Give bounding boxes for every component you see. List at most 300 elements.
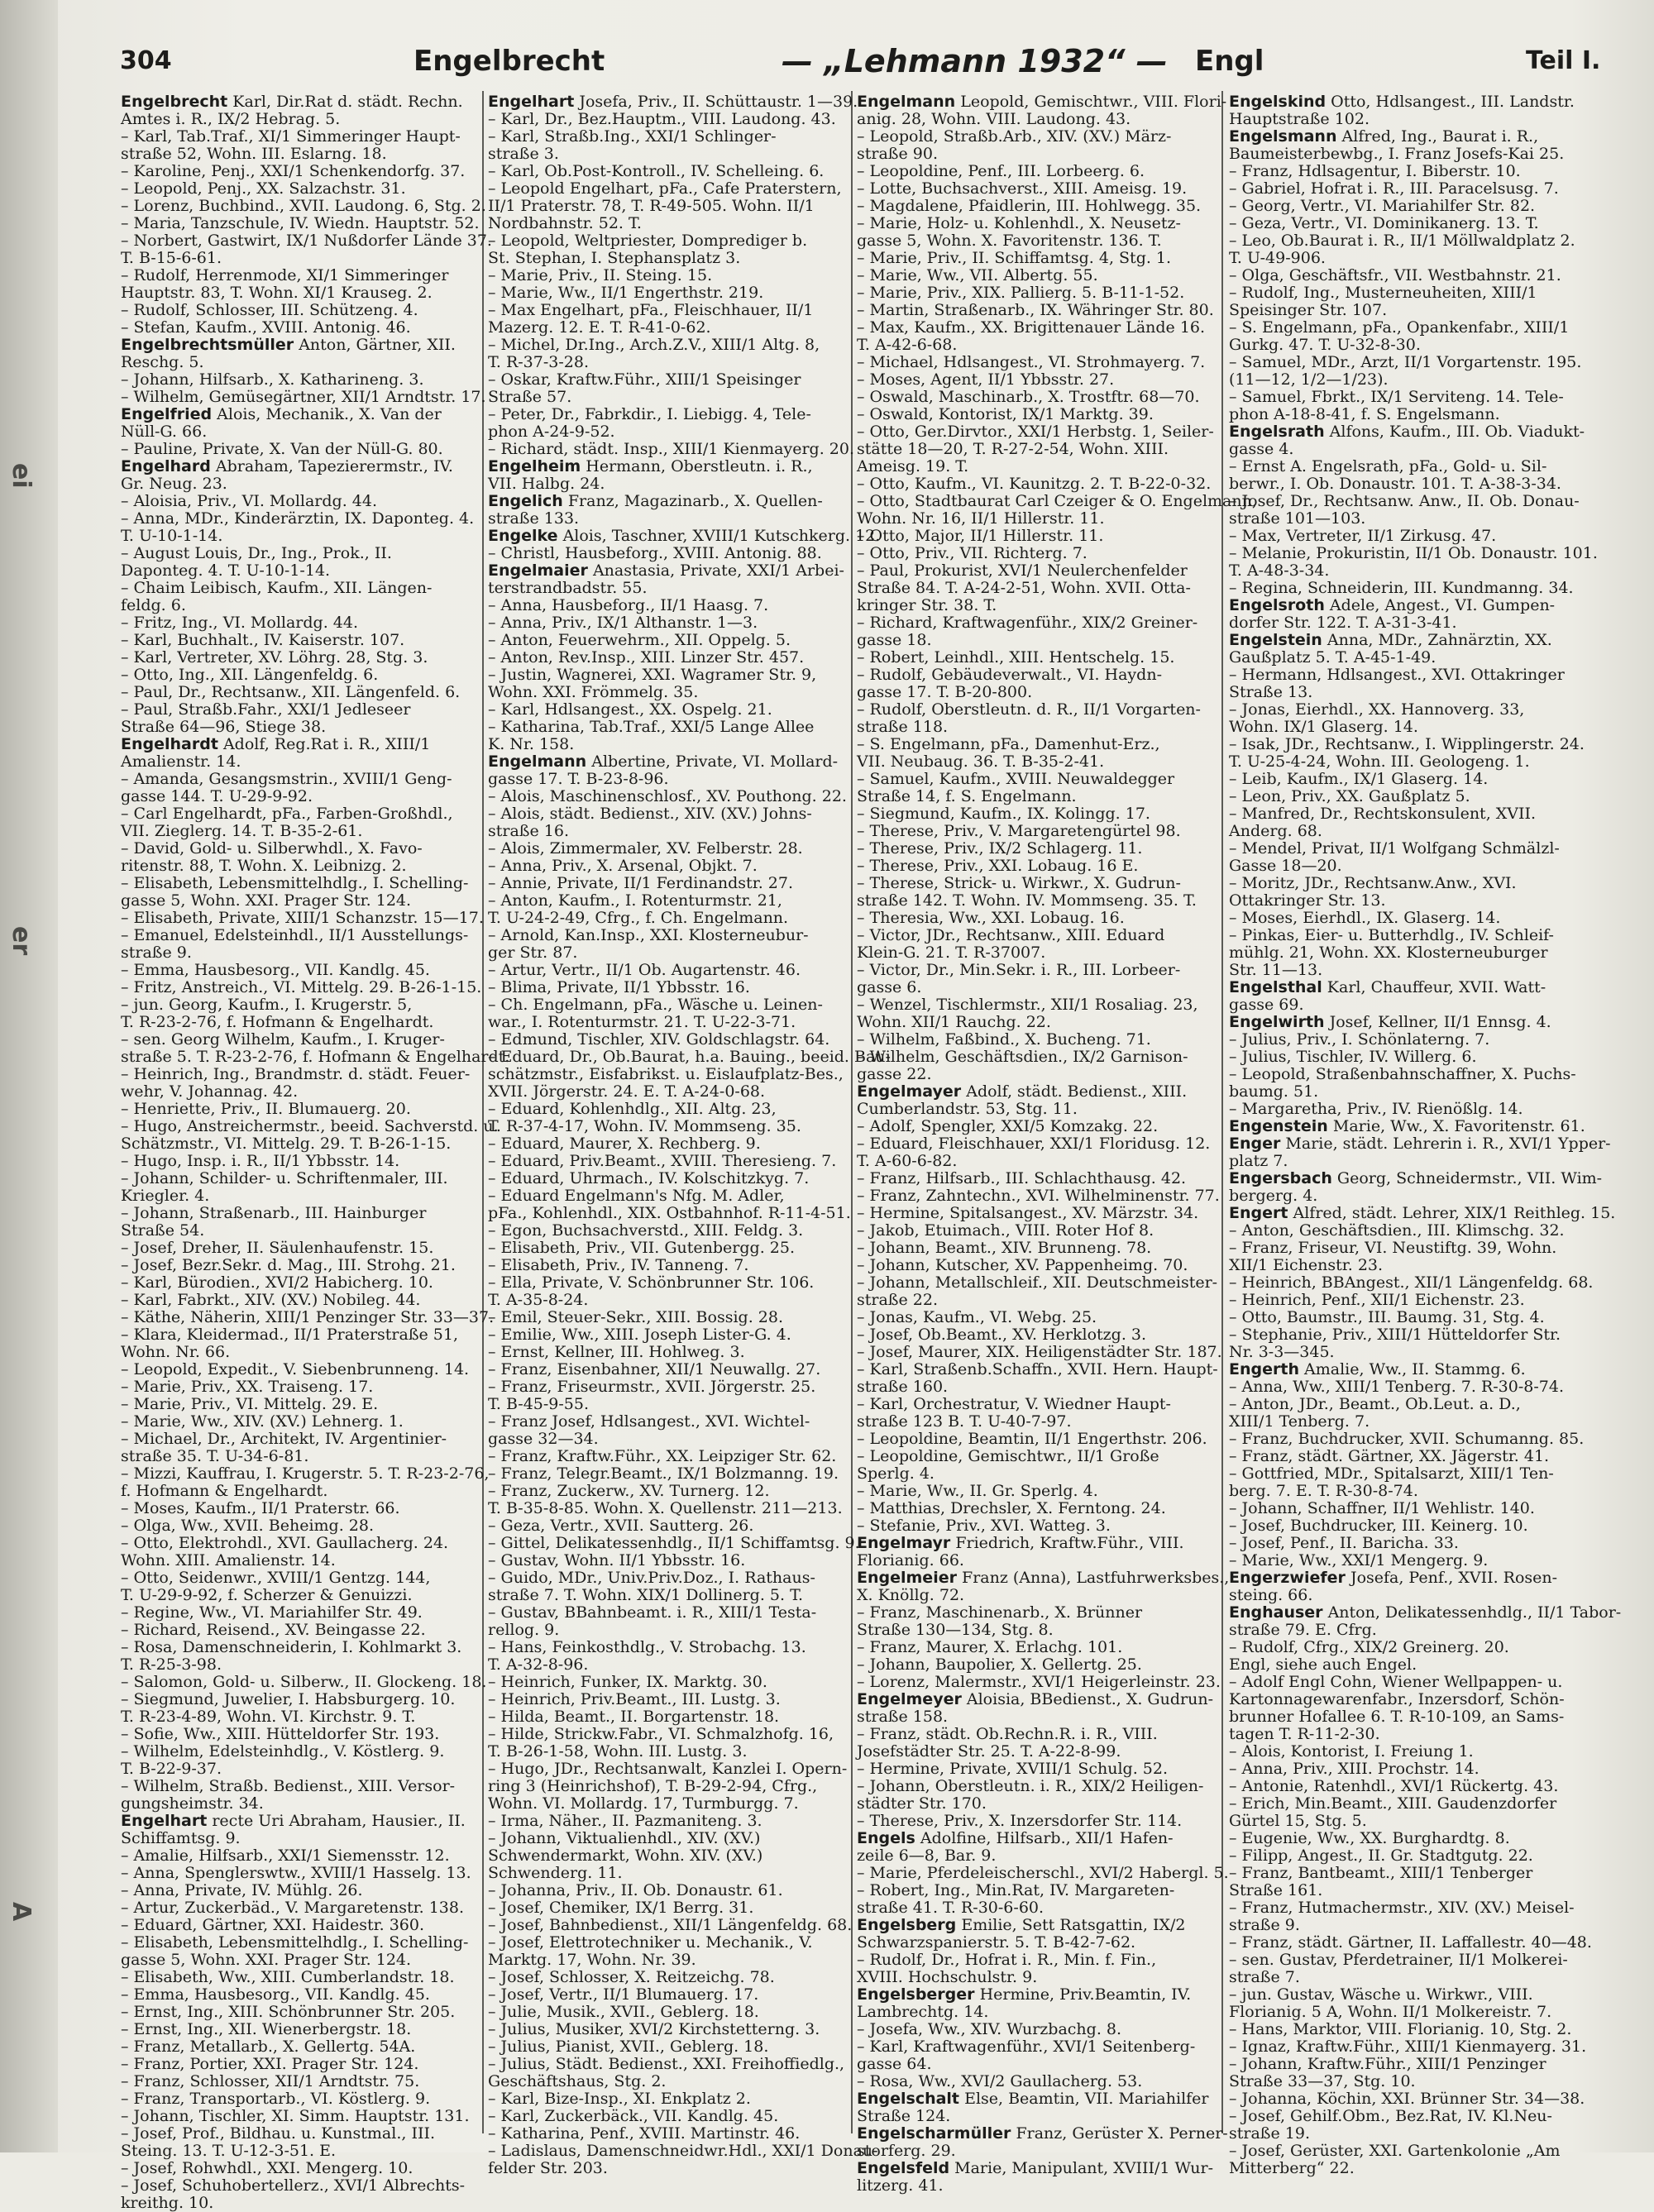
directory-line: – Leopold, Weltpriester, Domprediger b.	[488, 232, 808, 250]
directory-line: – Josef, Prof., Bildhau. u. Kunstmal., III.	[121, 2124, 436, 2143]
margin-fragment: A	[7, 1902, 36, 1922]
directory-line: gasse 5, Wohn. XXI. Prager Str. 124.	[121, 1951, 412, 1969]
directory-line: – Wilhelm, Geschäftsdien., IX/2 Garnison-	[857, 1048, 1188, 1066]
margin-fragment: er	[7, 926, 36, 956]
directory-line: T. R-37-3-28.	[488, 353, 590, 371]
directory-line: – Pinkas, Eier- u. Butterhdlg., IV. Schleif-	[1229, 926, 1554, 944]
directory-line: Cumberlandstr. 53, Stg. 11.	[857, 1100, 1078, 1118]
directory-line: – Karl, Vertreter, XV. Löhrg. 28, Stg. 3.	[121, 648, 428, 666]
directory-line: – jun. Gustav, Wäsche u. Wirkwr., VIII.	[1229, 1985, 1533, 2004]
directory-line: – jun. Georg, Kaufm., I. Krugerstr. 5,	[121, 996, 413, 1014]
directory-line: – Siegmund, Kaufm., IX. Kolingg. 17.	[857, 805, 1150, 823]
directory-line: Gr. Neug. 23.	[121, 475, 227, 493]
directory-line: – Julius, Pianist, XVII., Geblerg. 18.	[488, 2038, 769, 2056]
directory-line: – Egon, Buchsachverstd., XIII. Feldg. 3.	[488, 1221, 804, 1240]
directory-line: Sperlg. 4.	[857, 1464, 935, 1483]
directory-line: – Käthe, Näherin, XIII/1 Penzinger Str. 33—37.	[121, 1308, 495, 1326]
directory-line: – Heinrich, Funker, IX. Marktg. 30.	[488, 1673, 767, 1691]
directory-line: war., I. Rotenturmstr. 21. T. U-22-3-71.	[488, 1013, 796, 1031]
surname-heading: Engelscharmüller	[857, 2124, 1011, 2143]
directory-line: T. A-32-8-96.	[488, 1655, 589, 1674]
directory-line: – Katharina, Penf., XVIII. Martinstr. 46.	[488, 2124, 801, 2143]
directory-line: – Otto, Seidenwr., XVIII/1 Gentzg. 144,	[121, 1569, 431, 1587]
directory-line: – Max Engelhart, pFa., Fleischhauer, II/1	[488, 301, 814, 319]
directory-line: – Salomon, Gold- u. Silberw., II. Glockeng. 18.	[121, 1673, 487, 1691]
directory-line: Wohn. Nr. 66.	[121, 1343, 231, 1361]
directory-line: Wohn. IX/1 Glaserg. 14.	[1229, 718, 1418, 736]
directory-line: Speisinger Str. 107.	[1229, 301, 1388, 319]
directory-line: – Georg, Vertr., VI. Mariahilfer Str. 82.	[1229, 197, 1536, 215]
margin-fragment: ei	[7, 463, 36, 489]
directory-line: – Klara, Kleidermad., II/1 Praterstraße 51,	[121, 1326, 459, 1344]
directory-line: – Amanda, Gesangsmstrin., XVIII/1 Geng-	[121, 770, 452, 788]
directory-line: – Ch. Engelmann, pFa., Wäsche u. Leinen-	[488, 996, 823, 1014]
directory-line: straße 9.	[1229, 1916, 1300, 1934]
directory-line: – Johann, Beamt., XIV. Brunneng. 78.	[857, 1239, 1152, 1257]
directory-line: – Theresia, Ww., XXI. Lobaug. 16.	[857, 909, 1125, 927]
directory-line: – Geza, Vertr., XVII. Sautterg. 26.	[488, 1517, 754, 1535]
directory-line: ring 3 (Heinrichshof), T. B-29-2-94, Cfrg.,	[488, 1777, 818, 1795]
directory-line: brunner Hofallee 6. T. R-10-109, an Sams-	[1229, 1708, 1565, 1726]
directory-line: – Marie, Ww., XXI/1 Mengerg. 9.	[1229, 1551, 1489, 1569]
directory-line: – Leopoldine, Beamtin, II/1 Engerthstr. 206.	[857, 1430, 1207, 1448]
directory-line: – Gottfried, MDr., Spitalsarzt, XIII/1 Ten-	[1229, 1464, 1554, 1483]
directory-line: straße 123 B. T. U-40-7-97.	[857, 1412, 1072, 1431]
directory-line: straße 90.	[857, 145, 938, 163]
directory-line: – Therese, Priv., IX/2 Schlagerg. 11.	[857, 839, 1143, 858]
surname-heading: Engelsberg	[857, 1916, 957, 1934]
surname-entry: Enger Marie, städt. Lehrerin i. R., XVI/1 Ypper-	[1229, 1135, 1611, 1153]
directory-line: – Antonie, Ratenhdl., XVI/1 Rückertg. 43.	[1229, 1777, 1559, 1795]
directory-line: Anderg. 68.	[1229, 822, 1322, 840]
directory-line: – Anton, Feuerwehrm., XII. Oppelg. 5.	[488, 631, 791, 649]
directory-line: – Gittel, Delikatessenhdlg., II/1 Schiffamtsg. 9.	[488, 1534, 860, 1552]
directory-line: kreithg. 10.	[121, 2194, 214, 2212]
directory-line: Nüll-G. 66.	[121, 423, 208, 441]
directory-line: Straße 13.	[1229, 683, 1313, 701]
directory-line: – Marie, Ww., VII. Albertg. 55.	[857, 266, 1098, 284]
directory-line: – Samuel, Kaufm., XVIII. Neuwaldegger	[857, 770, 1175, 788]
directory-line: – Hermine, Private, XVIII/1 Schulg. 52.	[857, 1760, 1169, 1778]
directory-line: – Karl, Straßb.Ing., XXI/1 Schlinger-	[488, 127, 777, 146]
directory-line: Wohn. VI. Mollardg. 17, Turmburgg. 7.	[488, 1794, 799, 1813]
directory-line: – Pauline, Private, X. Van der Nüll-G. 80.	[121, 440, 443, 458]
directory-line: – Franz, Metallarb., X. Gellertg. 54A.	[121, 2038, 416, 2056]
surname-entry: Engerzwiefer Josefa, Penf., XVII. Rosen-	[1229, 1569, 1558, 1587]
directory-line: – Leopold, Expedit., V. Siebenbrunneng. 14.	[121, 1360, 470, 1378]
directory-line: – Elisabeth, Lebensmittelhdlg., I. Schelling-	[121, 1933, 469, 1952]
directory-line: – Franz, städt. Gärtner, II. Laffallestr. 40—48.	[1229, 1933, 1592, 1952]
directory-line: – Michael, Dr., Architekt, IV. Argentinier-	[121, 1430, 447, 1448]
directory-line: – Anna, Priv., X. Arsenal, Objkt. 7.	[488, 857, 758, 875]
directory-line: VII. Neubaug. 36. T. B-35-2-41.	[857, 752, 1105, 771]
directory-line: gasse 17. T. B-20-800.	[857, 683, 1033, 701]
directory-line: – Franz, Hdlsagentur, I. Biberstr. 10.	[1229, 162, 1521, 180]
directory-line: – August Louis, Dr., Ing., Prok., II.	[121, 544, 392, 562]
directory-line: T. A-60-6-82.	[857, 1152, 958, 1170]
directory-line: – Richard, Reisend., XV. Beingasse 22.	[121, 1621, 426, 1639]
directory-line: – Elisabeth, Priv., IV. Tanneng. 7.	[488, 1256, 749, 1274]
directory-line: – Heinrich, Ing., Brandmstr. d. städt. Feuer-	[121, 1065, 471, 1083]
directory-line: – Eduard, Kohlenhdlg., XII. Altg. 23,	[488, 1100, 777, 1118]
surname-heading: Engelsroth	[1229, 596, 1325, 614]
directory-line: Straße 64—96, Stiege 38.	[121, 718, 327, 736]
directory-line: – Adolf Engl Cohn, Wiener Wellpappen- u.	[1229, 1673, 1563, 1691]
directory-line: Straße 124.	[857, 2107, 951, 2125]
surname-entry: Engelich Franz, Magazinarb., X. Quellen-	[488, 492, 823, 510]
surname-entry: Engelheim Hermann, Oberstleutn. i. R.,	[488, 457, 813, 475]
directory-line: – Leo, Ob.Baurat i. R., II/1 Möllwaldplatz 2.	[1229, 232, 1575, 250]
directory-line: T. R-23-2-76, f. Hofmann & Engelhardt.	[121, 1013, 434, 1031]
directory-line: – Henriette, Priv., II. Blumauerg. 20.	[121, 1100, 411, 1118]
directory-line: – Anna, Ww., XIII/1 Tenberg. 7. R-30-8-74.	[1229, 1378, 1564, 1396]
directory-line: straße 133.	[488, 509, 580, 528]
directory-line: T. U-49-906.	[1229, 249, 1326, 267]
directory-line: – Josef, Elettrotechniker u. Mechanik., V.	[488, 1933, 813, 1952]
directory-line: – Heinrich, BBAngest., XII/1 Längenfeldg. 68.	[1229, 1273, 1594, 1292]
directory-line: XVIII. Hochschulstr. 9.	[857, 1968, 1038, 1986]
surname-heading: Engelmann	[488, 752, 587, 771]
directory-line: – Ernst, Kellner, III. Hohlweg. 3.	[488, 1343, 745, 1361]
directory-line: – Stefanie, Priv., XVI. Watteg. 3.	[857, 1517, 1111, 1535]
directory-line: – Josef, Dr., Rechtsanw. Anw., II. Ob. Donau-	[1229, 492, 1580, 510]
directory-line: – Karoline, Penj., XXI/1 Schenkendorfg. 37.	[121, 162, 466, 180]
page-number: 304	[120, 46, 172, 75]
directory-line: – Hilde, Strickw.Fabr., VI. Schmalzhofg. 16,	[488, 1725, 834, 1743]
directory-line: Hauptstraße 102.	[1229, 110, 1370, 128]
directory-line: – David, Gold- u. Silberwhdl., X. Favo-	[121, 839, 423, 858]
directory-line: straße 9.	[121, 944, 192, 962]
directory-line: – Rudolf, Ing., Musterneuheiten, XIII/1	[1229, 284, 1537, 302]
directory-line: berg. 7. E. T. R-30-8-74.	[1229, 1482, 1418, 1500]
directory-line: – Moritz, JDr., Rechtsanw.Anw., XVI.	[1229, 874, 1517, 892]
directory-line: Mazerg. 12. E. T. R-41-0-62.	[488, 318, 711, 337]
directory-line: – Moses, Agent, II/1 Ybbsstr. 27.	[857, 370, 1115, 389]
directory-line: Geschäftshaus, Stg. 2.	[488, 2072, 667, 2090]
directory-line: Straße 54.	[121, 1221, 205, 1240]
surname-heading: Engerth	[1229, 1360, 1299, 1378]
directory-line: – Eduard, Dr., Ob.Baurat, h.a. Bauing., beeid. Bau-	[488, 1048, 891, 1066]
directory-line: – Julius, Städt. Bedienst., XXI. Freihoffiedlg.,	[488, 2055, 845, 2073]
directory-line: – Alois, Zimmermaler, XV. Felberstr. 28.	[488, 839, 803, 858]
header-first-entry: Engelbrecht	[414, 45, 605, 78]
directory-line: – Leon, Priv., XX. Gaußplatz 5.	[1229, 787, 1470, 805]
directory-line: – Johann, Kraftw.Führ., XIII/1 Penzinger	[1229, 2055, 1546, 2073]
directory-line: – Hugo, Insp. i. R., II/1 Ybbsstr. 14.	[121, 1152, 400, 1170]
directory-line: – Johann, Straßenarb., III. Hainburger	[121, 1204, 427, 1222]
directory-line: – Victor, Dr., Min.Sekr. i. R., III. Lorbeer-	[857, 961, 1181, 979]
directory-line: – Lorenz, Malermstr., XVI/1 Heigerleinstr. 23.	[857, 1673, 1221, 1691]
directory-line: – Alois, städt. Bedienst., XIV. (XV.) Johns-	[488, 805, 812, 823]
directory-line: – Oswald, Kontorist, IX/1 Marktg. 39.	[857, 405, 1154, 423]
surname-heading: Engenstein	[1229, 1117, 1328, 1135]
directory-line: straße 52, Wohn. III. Eslarng. 18.	[121, 145, 387, 163]
directory-line: f. Hofmann & Engelhardt.	[121, 1482, 328, 1500]
surname-entry: Engert Alfred, städt. Lehrer, XIX/1 Reithleg. 15.	[1229, 1204, 1616, 1222]
directory-line: bergerg. 4.	[1229, 1187, 1318, 1205]
directory-line: – Jonas, Kaufm., VI. Webg. 25.	[857, 1308, 1097, 1326]
directory-line: – Karl, Ob.Post-Kontroll., IV. Schelleing. 6.	[488, 162, 825, 180]
surname-entry: Engels Adolfine, Hilfsarb., XII/1 Hafen-	[857, 1829, 1174, 1847]
directory-line: platz 7.	[1229, 1152, 1288, 1170]
surname-heading: Engelhardt	[121, 735, 218, 753]
directory-line: Straße 33—37, Stg. 10.	[1229, 2072, 1416, 2090]
surname-entry: Engelsberger Hermine, Priv.Beamtin, IV.	[857, 1985, 1192, 2004]
surname-heading: Engelbrecht	[121, 93, 228, 111]
directory-line: gasse 4.	[1229, 440, 1294, 458]
directory-line: – Emilie, Ww., XIII. Joseph Lister-G. 4.	[488, 1326, 791, 1344]
directory-line: – Chaim Leibisch, Kaufm., XII. Längen-	[121, 579, 433, 597]
directory-line: – Josefa, Ww., XIV. Wurzbachg. 8.	[857, 2020, 1122, 2038]
directory-line: straße 158.	[857, 1708, 949, 1726]
surname-entry: Enghauser Anton, Delikatessenhdlg., II/1 Tabor-	[1229, 1603, 1622, 1622]
directory-line: – Johanna, Priv., II. Ob. Donaustr. 61.	[488, 1881, 783, 1899]
directory-line: Schwendermarkt, Wohn. XIV. (XV.)	[488, 1847, 763, 1865]
directory-line: gasse 144. T. U-29-9-92.	[121, 787, 313, 805]
directory-line: – Anna, Priv., IX/1 Althanstr. 1—3.	[488, 614, 758, 632]
directory-line: – Geza, Vertr., VI. Dominikanerg. 13. T.	[1229, 214, 1539, 232]
directory-line: – Victor, JDr., Rechtsanw., XIII. Eduard	[857, 926, 1165, 944]
surname-entry: Engelmeyer Aloisia, BBedienst., X. Gudrun-	[857, 1690, 1213, 1708]
directory-line: XIII/1 Tenberg. 7.	[1229, 1412, 1370, 1431]
surname-heading: Engelfried	[121, 405, 213, 423]
directory-line: gasse 17. T. B-23-8-96.	[488, 770, 669, 788]
surname-heading: Engelmayer	[857, 1082, 962, 1101]
directory-line: steing. 66.	[1229, 1586, 1313, 1604]
directory-line: – Elisabeth, Priv., VII. Gutenbergg. 25.	[488, 1239, 795, 1257]
directory-line: – Michel, Dr.Ing., Arch.Z.V., XIII/1 Altg. 8,	[488, 336, 820, 354]
directory-line: – Filipp, Angest., II. Gr. Stadtgutg. 22.	[1229, 1847, 1533, 1865]
directory-line: – Josef, Schuhobertellerz., XVI/1 Albrechts-	[121, 2176, 466, 2195]
directory-line: straße 79. E. Cfrg.	[1229, 1621, 1377, 1639]
directory-line: – Therese, Strick- u. Wirkwr., X. Gudrun-	[857, 874, 1181, 892]
directory-line: – Franz, Bantbeamt., XIII/1 Tenberger	[1229, 1864, 1533, 1882]
directory-line: – Franz, städt. Gärtner, XX. Jägerstr. 41.	[1229, 1447, 1550, 1465]
directory-line: litzerg. 41.	[857, 2176, 944, 2195]
directory-line: – Elisabeth, Private, XIII/1 Schanzstr. 15—17.	[121, 909, 484, 927]
surname-entry: Engelmayer Adolf, städt. Bedienst., XIII.	[857, 1082, 1188, 1101]
directory-line: baumg. 51.	[1229, 1082, 1319, 1101]
directory-line: – Robert, Ing., Min.Rat, IV. Margareten-	[857, 1881, 1175, 1899]
directory-line: – Guido, MDr., Univ.Priv.Doz., I. Rathaus-	[488, 1569, 815, 1587]
directory-line: – Annie, Private, II/1 Ferdinandstr. 27.	[488, 874, 793, 892]
directory-line: gasse 69.	[1229, 996, 1304, 1014]
directory-line: – Josef, Bezr.Sekr. d. Mag., III. Strohg. 21.	[121, 1256, 456, 1274]
directory-line: – Magdalene, Pfaidlerin, III. Hohlwegg. 35.	[857, 197, 1202, 215]
directory-line: – Franz, Maurer, X. Erlachg. 101.	[857, 1638, 1123, 1656]
surname-entry: Engelskind Otto, Hdlsangest., III. Landstr.	[1229, 93, 1575, 111]
directory-line: Wohn. XII/1 Rauchg. 22.	[857, 1013, 1051, 1031]
directory-line: – Eduard, Uhrmach., IV. Kolschitzkyg. 7.	[488, 1169, 810, 1187]
directory-line: – Gabriel, Hofrat i. R., III. Paracelsusg. 7.	[1229, 179, 1559, 198]
directory-line: – Otto, Ing., XII. Längenfeldg. 6.	[121, 666, 379, 684]
directory-line: – Moses, Eierhdl., IX. Glaserg. 14.	[1229, 909, 1501, 927]
directory-line: – Karl, Fabrkt., XIV. (XV.) Nobileg. 44.	[121, 1291, 421, 1309]
directory-line: – Josef, Buchdrucker, III. Keinerg. 10.	[1229, 1517, 1528, 1535]
surname-heading: Engelsrath	[1229, 423, 1325, 441]
directory-line: Kriegler. 4.	[121, 1187, 210, 1205]
directory-line: – Rudolf, Herrenmode, XI/1 Simmeringer	[121, 266, 449, 284]
directory-line: – Johanna, Köchin, XXI. Brünner Str. 34—38.	[1229, 2090, 1585, 2108]
directory-line: – Stefan, Kaufm., XVIII. Antonig. 46.	[121, 318, 411, 337]
directory-line: Nordbahnstr. 52. T.	[488, 214, 642, 232]
directory-line: gasse 22.	[857, 1065, 932, 1083]
directory-line: – Anton, JDr., Beamt., Ob.Leut. a. D.,	[1229, 1395, 1521, 1413]
directory-line: – Hugo, JDr., Rechtsanwalt, Kanzlei I. Opern-	[488, 1760, 848, 1778]
directory-column-1	[121, 93, 510, 2212]
directory-line: T. R-25-3-98.	[121, 1655, 222, 1674]
directory-line: – Oswald, Maschinarb., X. Trostftr. 68—70.	[857, 388, 1200, 406]
binding-margin	[0, 0, 58, 2152]
directory-line: – Rosa, Damenschneiderin, I. Kohlmarkt 3.	[121, 1638, 462, 1656]
surname-heading: Engelstein	[1229, 631, 1322, 649]
directory-line: – Hermine, Spitalsangest., XV. Märzstr. 34.	[857, 1204, 1199, 1222]
directory-line: – Karl, Dr., Bez.Hauptm., VIII. Laudong. 43.	[488, 110, 836, 128]
directory-line: – Julius, Priv., I. Schönlaterng. 7.	[1229, 1030, 1490, 1049]
surname-heading: Enger	[1229, 1135, 1281, 1153]
surname-heading: Engelschalt	[857, 2090, 960, 2108]
directory-line: – Franz, Maschinenarb., X. Brünner	[857, 1603, 1143, 1622]
directory-line: – Eugenie, Ww., XX. Burghardtg. 8.	[1229, 1829, 1510, 1847]
surname-heading: Engert	[1229, 1204, 1288, 1222]
directory-line: – Isak, JDr., Rechtsanw., I. Wipplingerstr. 24.	[1229, 735, 1585, 753]
directory-line: VII. Halbg. 24.	[488, 475, 605, 493]
directory-line: T. B-26-1-58, Wohn. III. Lustg. 3.	[488, 1742, 748, 1761]
directory-line: T. U-25-4-24, Wohn. III. Geologeng. 1.	[1229, 752, 1530, 771]
directory-line: – Johann, Metallschleif., XII. Deutschmeister-	[857, 1273, 1218, 1292]
directory-line: – Ernst, Ing., XII. Wienerbergstr. 18.	[121, 2020, 412, 2038]
directory-line: – Lorenz, Buchbind., XVII. Laudong. 6, Stg. 2.	[121, 197, 486, 215]
directory-line: Hauptstr. 83, T. Wohn. XI/1 Krauseg. 2.	[121, 284, 433, 302]
directory-line: II/1 Praterstr. 78, T. R-49-505. Wohn. II/1	[488, 197, 815, 215]
directory-line: – Julius, Musiker, XVI/2 Kirchstetterng. 3.	[488, 2020, 820, 2038]
directory-line: – Wenzel, Tischlermstr., XII/1 Rosaliag. 23,	[857, 996, 1198, 1014]
directory-line: Wohn. Nr. 16, II/1 Hillerstr. 11.	[857, 509, 1105, 528]
directory-line: Daponteg. 4. T. U-10-1-14.	[121, 561, 331, 580]
directory-line: – Moses, Kaufm., II/1 Praterstr. 66.	[121, 1499, 400, 1517]
surname-entry: Engelfried Alois, Mechanik., X. Van der	[121, 405, 442, 423]
directory-line: Gürtel 15, Stg. 5.	[1229, 1812, 1367, 1830]
directory-line: – Marie, Priv., II. Schiffamtsg. 4, Stg. 1.	[857, 249, 1172, 267]
directory-line: städter Str. 170.	[857, 1794, 987, 1813]
directory-line: Nr. 3-3—345.	[1229, 1343, 1335, 1361]
directory-line: – Franz, städt. Ob.Rechn.R. i. R., VIII.	[857, 1725, 1158, 1743]
directory-line: – Marie, Holz- u. Kohlenhdl., X. Neusetz-	[857, 214, 1181, 232]
directory-line: – Erich, Min.Beamt., XIII. Gaudenzdorfer	[1229, 1794, 1557, 1813]
directory-line: – Adolf, Spengler, XXI/5 Komzakg. 22.	[857, 1117, 1159, 1135]
directory-line: – Anna, MDr., Kinderärztin, IX. Daponteg. 4.	[121, 509, 475, 528]
directory-line: felder Str. 203.	[488, 2159, 608, 2177]
directory-line: tagen T. R-11-2-30.	[1229, 1725, 1380, 1743]
surname-entry: Engelsrath Alfons, Kaufm., III. Ob. Viadukt-	[1229, 423, 1585, 441]
directory-line: – Ignaz, Kraftw.Führ., XIII/1 Kienmayerg. 31.	[1229, 2038, 1587, 2056]
directory-line: stätte 18—20, T. R-27-2-54, Wohn. XIII.	[857, 440, 1169, 458]
directory-line: X. Knöllg. 72.	[857, 1586, 965, 1604]
directory-line: – Paul, Prokurist, XVI/1 Neulerchenfelder	[857, 561, 1188, 580]
surname-heading: Engelwirth	[1229, 1013, 1325, 1031]
directory-line: kringer Str. 38. T.	[857, 596, 997, 614]
directory-line: – Karl, Kraftwagenführ., XVI/1 Seitenberg-	[857, 2038, 1196, 2056]
directory-line: – Samuel, MDr., Arzt, II/1 Vorgartenstr. 195.	[1229, 353, 1582, 371]
directory-line: T. U-29-9-92, f. Scherzer & Genuizzi.	[121, 1586, 413, 1604]
directory-line: Steing. 13. T. U-12-3-51. E.	[121, 2142, 337, 2160]
directory-line: – Ernst A. Engelsrath, pFa., Gold- u. Sil-	[1229, 457, 1547, 475]
directory-line: mühlg. 21, Wohn. XX. Klosterneuburger	[1229, 944, 1548, 962]
directory-line: – Max, Kaufm., XX. Brigittenauer Lände 16.	[857, 318, 1206, 337]
surname-heading: Engelsfeld	[857, 2159, 950, 2177]
directory-line: – Franz, Zuckerw., XV. Turnerg. 12.	[488, 1482, 770, 1500]
directory-line: Schiffamtsg. 9.	[121, 1829, 241, 1847]
surname-heading: Engelbrechtsmüller	[121, 336, 294, 354]
directory-line: – Wilhelm, Gemüsegärtner, XII/1 Arndtstr. 17.	[121, 388, 486, 406]
directory-line: – Leopold, Straßenbahnschaffner, X. Puchs-	[1229, 1065, 1576, 1083]
directory-line: – Rosa, Ww., XVI/2 Gaullacherg. 53.	[857, 2072, 1143, 2090]
directory-line: rellog. 9.	[488, 1621, 560, 1639]
surname-entry: Engelwirth Josef, Kellner, II/1 Ennsg. 4.	[1229, 1013, 1551, 1031]
directory-line: – Julius, Tischler, IV. Willerg. 6.	[1229, 1048, 1477, 1066]
surname-heading: Engelmeyer	[857, 1690, 962, 1708]
directory-line: – Alois, Kontorist, I. Freiung 1.	[1229, 1742, 1474, 1761]
directory-line: straße 16.	[488, 822, 569, 840]
directory-line: straße 7. T. Wohn. XIX/1 Dollinerg. 5. T.	[488, 1586, 804, 1604]
directory-line: – Wilhelm, Straßb. Bedienst., XIII. Versor-	[121, 1777, 456, 1795]
directory-line: feldg. 6.	[121, 596, 186, 614]
directory-line: T. R-23-4-89, Wohn. VI. Kirchstr. 9. T.	[121, 1708, 416, 1726]
surname-heading: Engelke	[488, 527, 558, 545]
directory-line: – Heinrich, Penf., XII/1 Eichenstr. 23.	[1229, 1291, 1525, 1309]
directory-line: – Regina, Schneiderin, III. Kundmanng. 34.	[1229, 579, 1574, 597]
directory-line: K. Nr. 158.	[488, 735, 575, 753]
surname-entry: Engelhart recte Uri Abraham, Hausier., II.	[121, 1812, 466, 1830]
surname-entry: Engenstein Marie, Ww., X. Favoritenstr. 61.	[1229, 1117, 1585, 1135]
directory-line: – Karl, Bürodien., XVI/2 Habicherg. 10.	[121, 1273, 433, 1292]
directory-line: Reschg. 5.	[121, 353, 204, 371]
directory-line: – Leib, Kaufm., IX/1 Glaserg. 14.	[1229, 770, 1489, 788]
directory-line: – Otto, Major, II/1 Hillerstr. 11.	[857, 527, 1104, 545]
directory-line: Schätzmstr., VI. Mittelg. 29. T. B-26-1-15.	[121, 1135, 452, 1153]
directory-line: – Leopold, Straßb.Arb., XIV. (XV.) März-	[857, 127, 1172, 146]
directory-line: – Josef, Maurer, XIX. Heiligenstädter Str. 187.	[857, 1343, 1222, 1361]
directory-line: – Mendel, Privat, II/1 Wolfgang Schmälzl-	[1229, 839, 1560, 858]
directory-line: – Josef, Gerüster, XXI. Gartenkolonie „Am	[1229, 2142, 1561, 2160]
directory-line: gasse 32—34.	[488, 1430, 599, 1448]
directory-line: T. B-35-8-85. Wohn. X. Quellenstr. 211—213.	[488, 1499, 843, 1517]
directory-line: straße 35. T. U-34-6-81.	[121, 1447, 309, 1465]
directory-line: – Eduard, Maurer, X. Rechberg. 9.	[488, 1135, 761, 1153]
directory-line: – Emma, Hausbesorg., VII. Kandlg. 45.	[121, 1985, 430, 2004]
directory-line: T. B-45-9-55.	[488, 1395, 590, 1413]
surname-heading: Engelmeier	[857, 1569, 957, 1587]
directory-line: – Franz, Eisenbahner, XII/1 Neuwallg. 27.	[488, 1360, 821, 1378]
directory-line: T. A-48-3-34.	[1229, 561, 1330, 580]
directory-line: – Anton, Rev.Insp., XIII. Linzer Str. 457.	[488, 648, 805, 666]
directory-line: – Karl, Zuckerbäck., VII. Kandlg. 45.	[488, 2107, 779, 2125]
directory-line: – Johann, Schilder- u. Schriftenmaler, III.	[121, 1169, 448, 1187]
directory-line: – Katharina, Tab.Traf., XXI/5 Lange Allee	[488, 718, 815, 736]
surname-heading: Engelhard	[121, 457, 211, 475]
directory-line: straße 5. T. R-23-2-76, f. Hofmann & Engelhardt.	[121, 1048, 510, 1066]
directory-line: Gaußplatz 5. T. A-45-1-49.	[1229, 648, 1436, 666]
directory-line: – Marie, Priv., II. Steing. 15.	[488, 266, 713, 284]
directory-line: – Eduard, Priv.Beamt., XVIII. Theresieng. 7.	[488, 1152, 837, 1170]
directory-line: Ottakringer Str. 13.	[1229, 891, 1386, 910]
directory-line: – Leopold Engelhart, pFa., Cafe Praterstern,	[488, 179, 842, 198]
directory-line: – Otto, Baumstr., III. Baumg. 31, Stg. 4.	[1229, 1308, 1545, 1326]
directory-line: – Matthias, Drechsler, X. Ferntong. 24.	[857, 1499, 1166, 1517]
running-title: — „Lehmann 1932“ —	[782, 43, 1168, 79]
directory-line: Straße 57.	[488, 388, 572, 406]
directory-line: T. R-37-4-17, Wohn. IV. Mommseng. 35.	[488, 1117, 801, 1135]
